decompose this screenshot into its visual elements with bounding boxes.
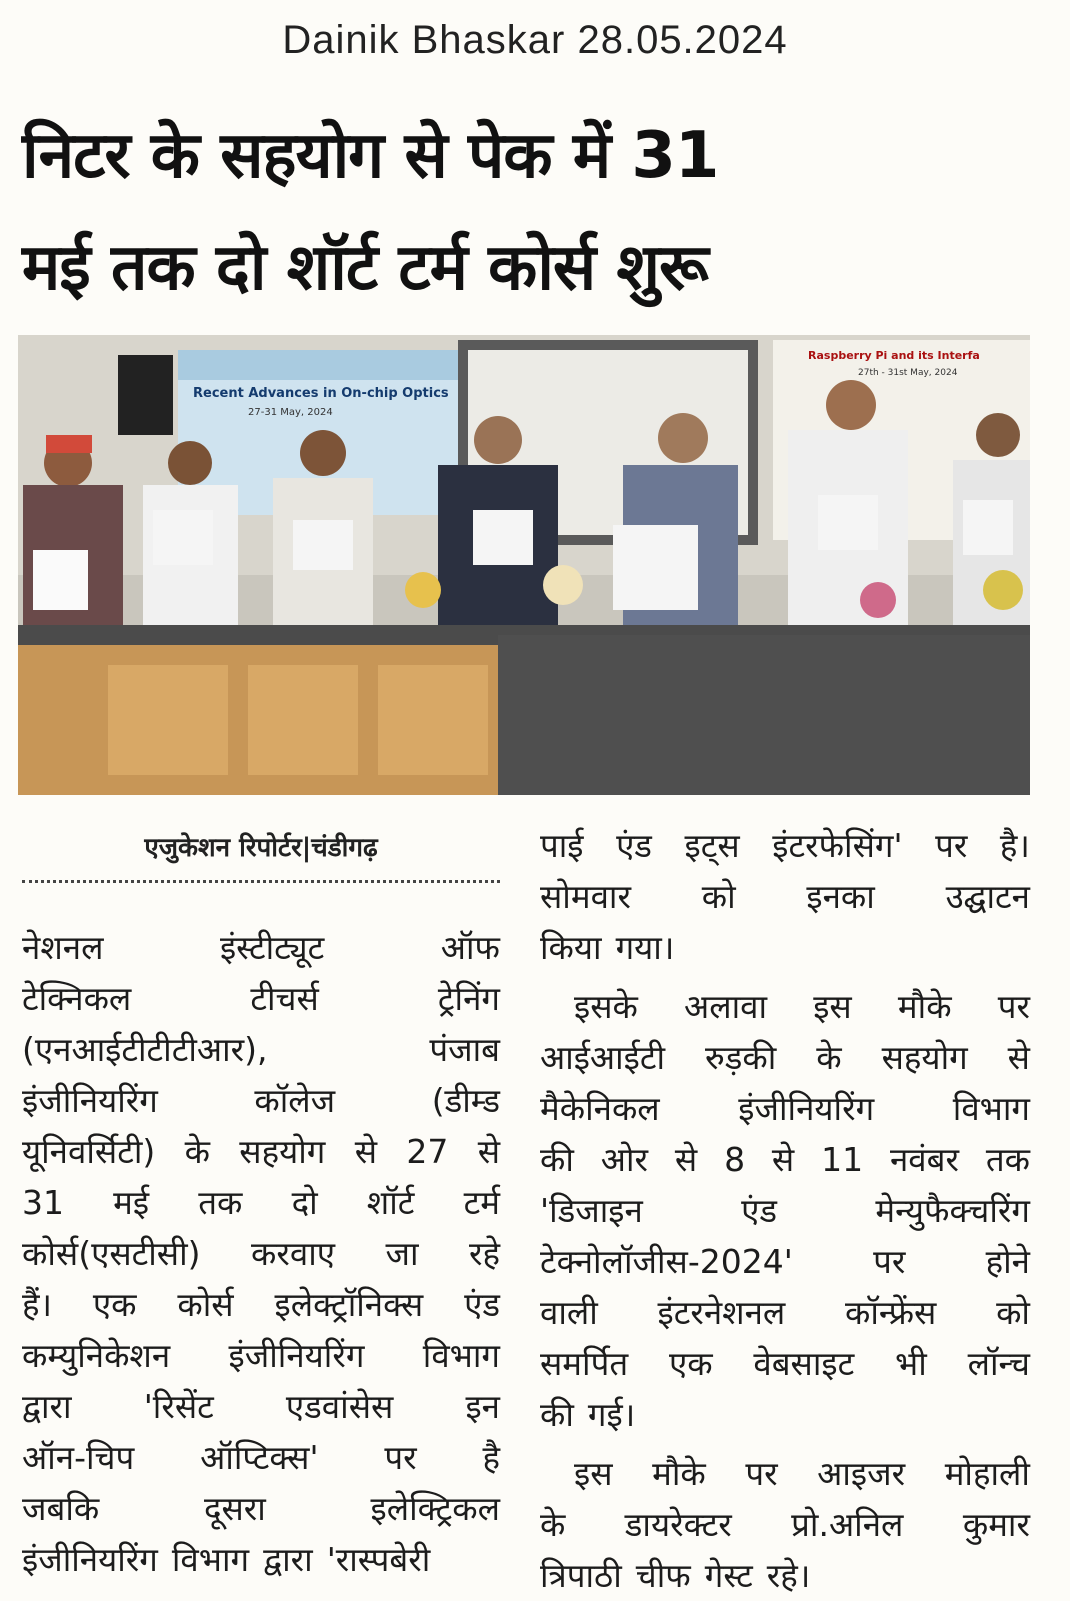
word: इंजीनियरिंग — [738, 1089, 875, 1128]
word: 8 — [724, 1140, 746, 1179]
word: गेस्ट — [704, 1556, 753, 1595]
word: एंड — [741, 1191, 778, 1230]
word: यूनिवर्सिटी) — [22, 1132, 156, 1171]
headline-line-1: निटर के सहयोग से पेक में 31 — [22, 119, 719, 193]
word: नवंबर — [889, 1140, 959, 1179]
text-line — [22, 1432, 500, 1483]
text-line — [22, 1024, 500, 1075]
word: इट्स — [684, 826, 740, 865]
word: गया। — [615, 928, 675, 967]
text-line — [540, 1287, 1030, 1338]
word: सहयोग — [239, 1132, 326, 1171]
word: दो — [291, 1183, 318, 1222]
word: के — [816, 1038, 842, 1077]
paragraph-chief-guest — [540, 1448, 1030, 1601]
text-line — [540, 1185, 1030, 1236]
text-line — [540, 1083, 1030, 1134]
word: गई। — [587, 1395, 636, 1434]
word: कॉन्फ्रेंस — [844, 1293, 937, 1332]
word: वेबसाइट — [753, 1344, 855, 1383]
word: प्रो.अनिल — [791, 1505, 904, 1544]
word: मई — [113, 1183, 150, 1222]
word: चीफ — [635, 1556, 691, 1595]
word: करवाए — [251, 1234, 335, 1273]
word: अलावा — [684, 987, 768, 1026]
word: है — [482, 1438, 500, 1477]
text-line — [22, 1381, 500, 1432]
word: 27 — [406, 1132, 449, 1171]
news-photo — [18, 335, 1030, 795]
paragraph-inauguration — [540, 820, 1030, 973]
word: शॉर्ट — [366, 1183, 415, 1222]
text-line — [540, 1389, 1030, 1440]
word: पंजाब — [429, 1030, 500, 1069]
banner-right-date: 27th - 31st May, 2024 — [858, 368, 958, 378]
word: पर — [935, 826, 968, 865]
word: आईआईटी — [540, 1038, 666, 1077]
text-line — [22, 973, 500, 1024]
word: इंटरनेशनल — [657, 1293, 786, 1332]
word: नेशनल — [22, 928, 104, 967]
word: टेक्निकल — [22, 979, 132, 1018]
text-line — [22, 1126, 500, 1177]
word: इन — [465, 1387, 500, 1426]
text-line — [540, 820, 1030, 871]
word: पाई — [540, 826, 584, 865]
word: की — [540, 1140, 574, 1179]
word: एडवांसेस — [285, 1387, 394, 1426]
word: त्रिपाठी — [540, 1556, 622, 1595]
text-line — [540, 922, 1030, 973]
word: कम्युनिकेशन — [22, 1336, 171, 1375]
word: की — [540, 1395, 574, 1434]
word: सहयोग — [881, 1038, 968, 1077]
text-line — [22, 1075, 500, 1126]
banner-right-title: Raspberry Pi and its Interfa — [808, 349, 980, 362]
word: विभाग — [952, 1089, 1030, 1128]
word: ट्रेनिंग — [437, 979, 500, 1018]
word: इंजीनियरिंग — [228, 1336, 365, 1375]
text-line — [22, 1228, 500, 1279]
word: तक — [985, 1140, 1030, 1179]
word: पर — [873, 1242, 906, 1281]
word: रहे — [468, 1234, 500, 1273]
word: वाली — [540, 1293, 598, 1332]
word: को — [701, 877, 736, 916]
word: इसके — [574, 987, 638, 1026]
word: को — [996, 1293, 1030, 1332]
word: विभाग — [171, 1540, 250, 1579]
word: एंड — [464, 1285, 500, 1324]
word: के — [184, 1132, 210, 1171]
word: (डीम्ड — [431, 1081, 500, 1120]
word: 31 — [22, 1183, 64, 1222]
word: से — [1007, 1038, 1030, 1077]
word: विभाग — [422, 1336, 500, 1375]
word: जबकि — [22, 1489, 100, 1528]
word: द्वारा — [22, 1387, 72, 1426]
word: होने — [985, 1242, 1030, 1281]
word: इलेक्ट्रिकल — [370, 1489, 500, 1528]
word: के — [540, 1505, 566, 1544]
word: समर्पित — [540, 1344, 629, 1383]
headline-line-2: मई तक दो शॉर्ट टर्म कोर्स शुरू — [22, 231, 708, 305]
word: लॉन्च — [967, 1344, 1030, 1383]
word: द्वारा — [263, 1540, 313, 1579]
word: ऑप्टिक्स' — [200, 1438, 319, 1477]
byline: एजुकेशन रिपोर्टर|चंडीगढ़ — [144, 833, 378, 863]
word: भी — [895, 1344, 927, 1383]
text-line — [540, 1448, 1030, 1499]
word: ओर — [600, 1140, 649, 1179]
word: कुमार — [962, 1505, 1030, 1544]
word: मैकेनिकल — [540, 1089, 660, 1128]
word: 'रिसेंट — [143, 1387, 214, 1426]
word: इंजीनियरिंग — [22, 1540, 158, 1579]
masthead: Dainik Bhaskar 28.05.2024 — [282, 18, 788, 62]
word: तक — [198, 1183, 243, 1222]
word: इंजीनियरिंग — [22, 1081, 158, 1120]
word: (एनआईटीटीटीआर), — [22, 1030, 268, 1069]
word: से — [477, 1132, 500, 1171]
text-line — [540, 1499, 1030, 1550]
word: आइजर — [817, 1454, 906, 1493]
word: पर — [384, 1438, 417, 1477]
word: मेन्युफैक्चरिंग — [875, 1191, 1030, 1230]
word: एक — [668, 1344, 713, 1383]
word: इंटरफेसिंग' — [772, 826, 903, 865]
article-left-column — [22, 922, 500, 1585]
dotted-divider — [22, 880, 500, 883]
word: दूसरा — [203, 1489, 266, 1528]
text-line — [22, 1279, 500, 1330]
text-line — [540, 1338, 1030, 1389]
word: ऑफ — [440, 928, 500, 967]
word: 11 — [821, 1140, 864, 1179]
word: ऑन-चिप — [22, 1438, 135, 1477]
text-line — [540, 1032, 1030, 1083]
word: से — [674, 1140, 698, 1179]
word: सोमवार — [540, 877, 631, 916]
text-line — [540, 871, 1030, 922]
banner-left-date: 27-31 May, 2024 — [248, 407, 333, 418]
paragraph-website-launch — [540, 981, 1030, 1440]
word: कोर्स(एसटीसी) — [22, 1234, 201, 1273]
word: उद्घाटन — [945, 877, 1030, 916]
word: से — [354, 1132, 378, 1171]
word: है। — [999, 826, 1030, 865]
word: कॉलेज — [254, 1081, 336, 1120]
word: 'डिजाइन — [540, 1191, 643, 1230]
word: इलेक्ट्रॉनिक्स — [274, 1285, 424, 1324]
word: रहे। — [766, 1556, 811, 1595]
word: हैं। — [22, 1285, 53, 1324]
word: रुड़की — [705, 1038, 777, 1077]
word: टीचर्स — [250, 979, 319, 1018]
word: टेक्नोलॉजीस-2024' — [540, 1242, 793, 1281]
word: इस — [574, 1454, 613, 1493]
word: डायरेक्टर — [624, 1505, 732, 1544]
word: पर — [745, 1454, 778, 1493]
text-line — [22, 922, 500, 973]
text-line — [540, 1550, 1030, 1601]
text-line — [22, 1330, 500, 1381]
word: किया — [540, 928, 602, 967]
word: पर — [997, 987, 1030, 1026]
headline — [22, 100, 1052, 324]
word: इंस्टीट्यूट — [219, 928, 325, 967]
word: से — [771, 1140, 795, 1179]
word: एक — [92, 1285, 137, 1324]
text-line — [22, 1534, 500, 1585]
word: टर्म — [463, 1183, 500, 1222]
text-line — [540, 1236, 1030, 1287]
word: 'रास्पबेरी — [326, 1540, 431, 1579]
word: मोहाली — [944, 1454, 1030, 1493]
word: जा — [385, 1234, 419, 1273]
word: मौके — [897, 987, 952, 1026]
text-line — [540, 1134, 1030, 1185]
text-line — [22, 1483, 500, 1534]
word: इस — [813, 987, 852, 1026]
text-line — [22, 1177, 500, 1228]
text-line — [540, 981, 1030, 1032]
banner-left-title: Recent Advances in On-chip Optics — [193, 386, 449, 401]
word: इनका — [806, 877, 875, 916]
article-right-column — [540, 820, 1030, 1601]
word: कोर्स — [177, 1285, 234, 1324]
word: एंड — [616, 826, 652, 865]
word: मौके — [652, 1454, 706, 1493]
